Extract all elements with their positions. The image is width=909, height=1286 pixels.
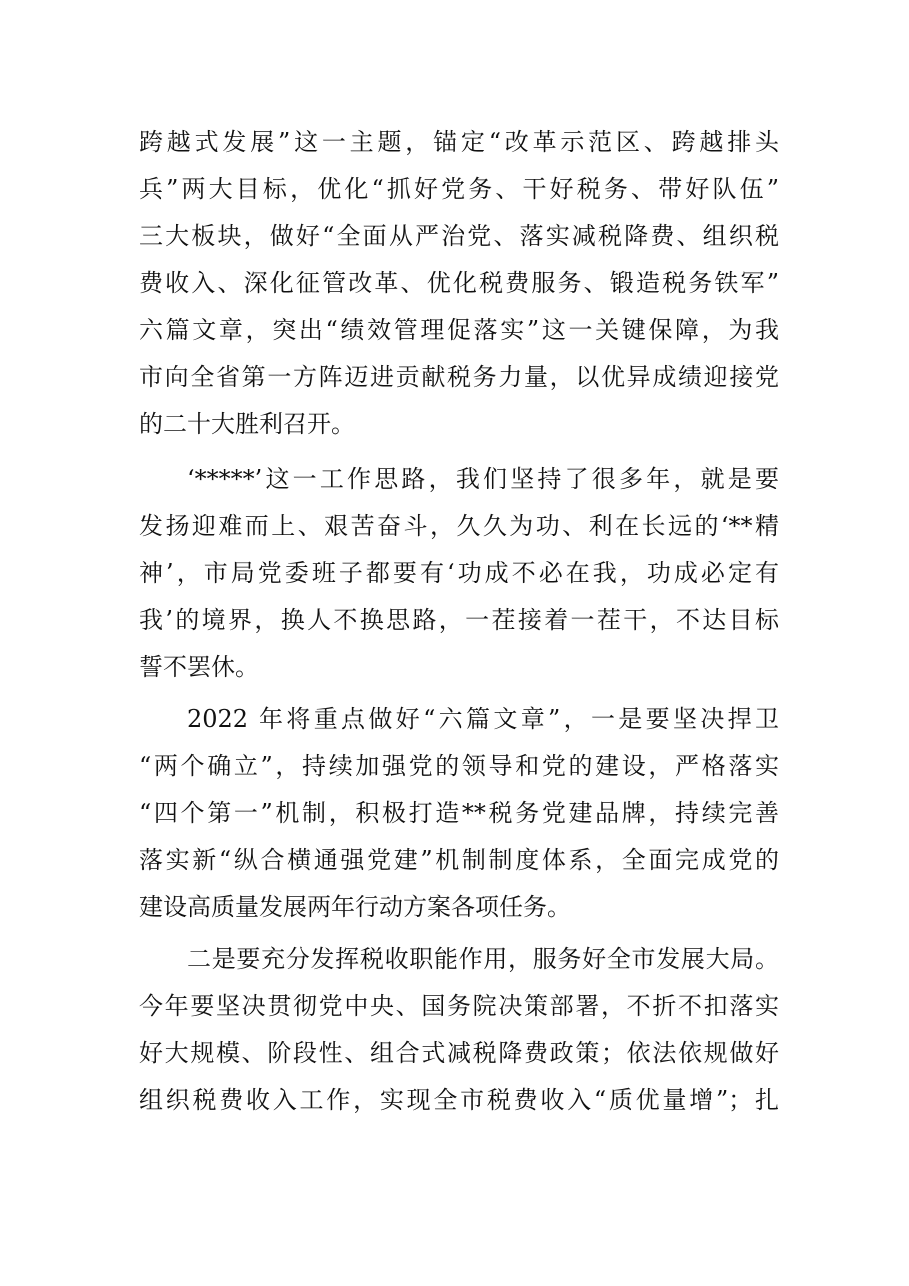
text-line: 组织税费收入工作，实现全市税费收入“质优量增”；扎 <box>139 1086 779 1114</box>
text-line: 落实新“纵合横通强党建”机制制度体系，全面完成党的 <box>139 846 779 874</box>
text-line: 兵”两大目标，优化“抓好党务、干好税务、带好队伍” <box>139 175 779 203</box>
text-line: 建设高质量发展两年行动方案各项任务。 <box>139 893 571 921</box>
text-line: 我’的境界，换人不换思路，一茬接着一茬干，不达目标 <box>139 606 779 634</box>
paragraph-3 <box>139 696 779 931</box>
text-line: “两个确立”，持续加强党的领导和党的建设，严格落实 <box>139 752 779 780</box>
text-line: 好大规模、阶段性、组合式减税降费政策；依法依规做好 <box>139 1039 779 1067</box>
paragraph-2 <box>139 456 779 691</box>
text-line: 今年要坚决贯彻党中央、国务院决策部署，不折不扣落实 <box>139 992 779 1020</box>
text-line: 六篇文章，突出“绩效管理促落实”这一关键保障，为我 <box>139 316 779 344</box>
text-line: 发扬迎难而上、艰苦奋斗，久久为功、利在长远的‘**精 <box>139 512 779 540</box>
text-line: 跨越式发展”这一主题，锚定“改革示范区、跨越排头 <box>139 128 779 156</box>
text-line: 神’，市局党委班子都要有‘功成不必在我，功成必定有 <box>139 559 779 587</box>
text-line: 2022 年将重点做好“六篇文章”，一是要坚决捍卫 <box>187 705 779 733</box>
text-line: 三大板块，做好“全面从严治党、落实减税降费、组织税 <box>139 222 779 250</box>
paragraph-4 <box>139 936 779 1124</box>
text-line: 费收入、深化征管改革、优化税费服务、锻造税务铁军” <box>139 269 779 297</box>
text-line: 二是要充分发挥税收职能作用，服务好全市发展大局。 <box>187 945 779 973</box>
paragraph-1 <box>139 119 779 448</box>
text-line: ‘*****’这一工作思路，我们坚持了很多年，就是要 <box>187 465 779 493</box>
text-line: 的二十大胜利召开。 <box>139 410 355 438</box>
text-line: 誓不罢休。 <box>139 653 259 681</box>
text-line: “四个第一”机制，积极打造**税务党建品牌，持续完善 <box>139 799 779 827</box>
text-line: 市向全省第一方阵迈进贡献税务力量，以优异成绩迎接党 <box>139 363 779 391</box>
